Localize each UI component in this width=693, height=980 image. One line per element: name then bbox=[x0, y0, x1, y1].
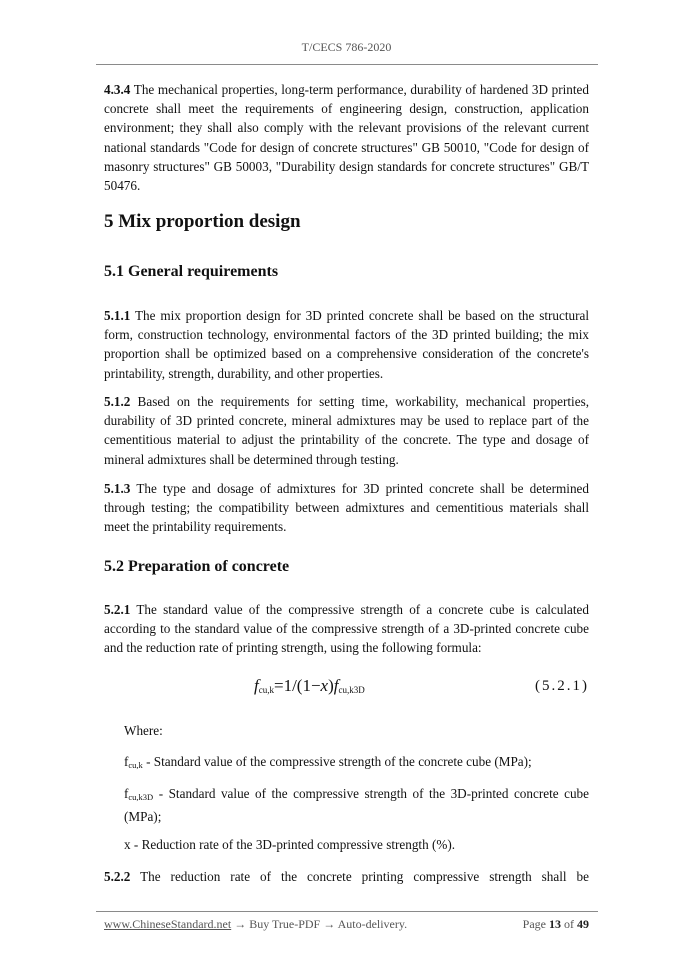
running-header: T/CECS 786-2020 bbox=[301, 40, 392, 54]
clause-4-3-4 bbox=[104, 80, 589, 195]
header-divider bbox=[96, 64, 598, 65]
clause-5-2-2 bbox=[104, 867, 589, 886]
clause-number: 5.2.2 bbox=[104, 869, 131, 884]
current-page: 13 bbox=[549, 917, 561, 931]
clause-text: The mix proportion design for 3D printed concrete shall be based on the structural form, construction technology, environmental factors of the 3D printed building; the mix proportion shall be optimized based on a comprehensive consideration of the concrete's printability, strength, durability, and other properties. bbox=[104, 308, 589, 381]
formula-5-2-1 bbox=[104, 676, 589, 700]
site-link[interactable]: www.ChineseStandard.net bbox=[104, 917, 232, 931]
page-counter: Page 13 of 49 bbox=[522, 917, 589, 931]
clause-number: 5.1.3 bbox=[104, 481, 131, 496]
section-heading-5-1: 5.1 General requirements bbox=[104, 263, 279, 280]
clause-5-1-2 bbox=[104, 392, 589, 469]
total-pages: 49 bbox=[577, 917, 589, 931]
definition-x: x - Reduction rate of the 3D-printed compressive strength (%). bbox=[124, 837, 456, 852]
clause-text: The type and dosage of admixtures for 3D printed concrete shall be determined through testing; the compatibility between admixtures and cementitious materials shall meet the printability requirements. bbox=[104, 481, 589, 535]
formula-expression: $f_{cu,k}=1/(1-x)f_{cu,k3D}$ bbox=[254, 676, 365, 695]
clause-text: The standard value of the compressive strength of a concrete cube is calculated according to the standard value of the compressive strength of a 3D-printed concrete cube and the reduction rate of printing strength, using the following formula: bbox=[104, 602, 589, 656]
where-label: Where: bbox=[124, 723, 163, 738]
clause-number: 5.2.1 bbox=[104, 602, 131, 617]
clause-5-1-3 bbox=[104, 479, 589, 537]
clause-number: 4.3.4 bbox=[104, 82, 131, 97]
clause-5-1-1 bbox=[104, 306, 589, 383]
clause-text: The reduction rate of the concrete printing compressive strength shall be bbox=[140, 869, 589, 884]
section-heading-5-2: 5.2 Preparation of concrete bbox=[104, 558, 290, 575]
chapter-heading: 5 Mix proportion design bbox=[104, 211, 301, 232]
clause-text: The mechanical properties, long-term performance, durability of hardened 3D printed concrete shall meet the requirements of engineering design, construction, application environment; they shall also comply with the relevant provisions of the relevant current national standards "Code for design of concrete structures" GB 50010, "Code for design of masonry structures" GB 50003, "Durability design standards for concrete structures" GB/T 50476. bbox=[104, 82, 590, 194]
clause-number: 5.1.1 bbox=[104, 308, 131, 323]
footer-promo: www.ChineseStandard.net → Buy True-PDF → Auto-delivery. bbox=[104, 917, 408, 931]
definition-fcuk: $f_{cu,k}$ - Standard value of the compressive strength of the concrete cube (MPa); bbox=[124, 754, 532, 770]
clause-5-2-1 bbox=[104, 600, 589, 658]
clause-text: Based on the requirements for setting time, workability, mechanical properties, durability of 3D printed concrete, mineral admixtures may be used to replace part of the cementitious material to adjust the printability of the concrete. The type and dosage of mineral admixtures shall be determined through testing. bbox=[104, 394, 590, 467]
footer-divider bbox=[96, 911, 598, 912]
definition-fcuk3d: $f_{cu,k3D}$ - Standard value of the compressive strength of the 3D-printed concrete cube (MPa); bbox=[124, 786, 589, 825]
equation-number: (5.2.1) bbox=[535, 678, 589, 694]
clause-number: 5.1.2 bbox=[104, 394, 131, 409]
